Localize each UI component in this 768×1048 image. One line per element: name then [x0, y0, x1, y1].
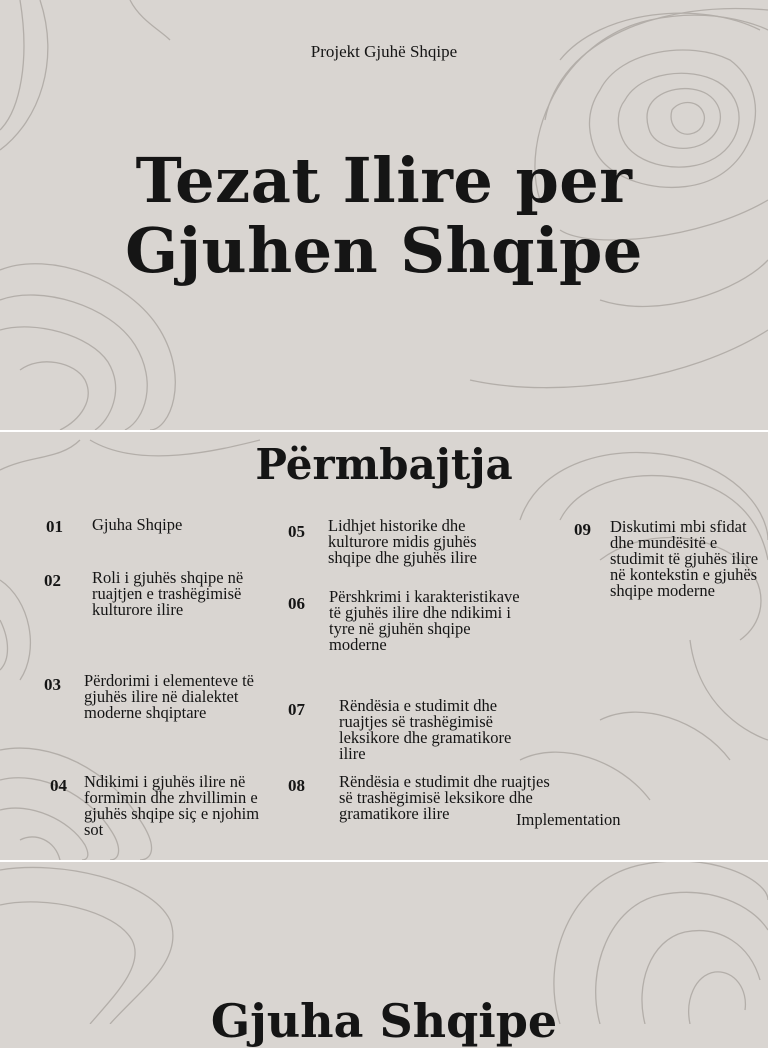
item-number: 05 [288, 522, 305, 541]
item-number: 03 [44, 675, 61, 694]
title-line-2: Gjuhen Shqipe [125, 214, 643, 287]
contents-heading: Përmbajtja [255, 440, 513, 489]
contents-item: Ndikimi i gjuhës ilire në formimin dhe zhvillimin e gjuhës shqipe siç e njohim sot [84, 772, 260, 839]
title-line-1: Tezat Ilire per [135, 144, 633, 217]
item-number: 09 [574, 520, 591, 539]
project-label: Projekt Gjuhë Shqipe [310, 42, 458, 61]
contents-item: Përdorimi i elementeve të gjuhës ilire në dialektet moderne shqiptare [84, 671, 254, 722]
contents-item: Gjuha Shqipe [92, 515, 183, 534]
contents-item: Përshkrimi i karakteristikave të gjuhës ilire dhe ndikimi i tyre në gjuhën shqipe moderne [329, 587, 520, 654]
item-number: 08 [288, 776, 305, 795]
next-slide-title: Gjuha Shqipe [210, 994, 558, 1048]
slide-divider [0, 430, 768, 432]
item-number: 04 [50, 776, 67, 795]
item-number: 07 [288, 700, 305, 719]
contents-item: Diskutimi mbi sfidat dhe mundësitë e studimit të gjuhës ilire në kontekstin e gjuhës shqipe moderne [610, 517, 759, 600]
contents-item: Rëndësia e studimit dhe ruajtjes së trashëgimisë leksikore dhe gramatikore ilire [339, 772, 550, 823]
contents-item: Roli i gjuhës shqipe në ruajtjen e trashëgimisë kulturore ilire [92, 568, 244, 619]
slide-divider [0, 860, 768, 862]
item-number: 02 [44, 571, 61, 590]
item-number: 01 [46, 517, 63, 536]
page-title [0, 146, 768, 286]
item-number: 06 [288, 594, 305, 613]
contents-item: Rëndësia e studimit dhe ruajtjes së trashëgimisë leksikore dhe gramatikore ilire [339, 696, 512, 763]
contents-item: Lidhjet historike dhe kulturore midis gjuhës shqipe dhe gjuhës ilire [328, 516, 477, 567]
overlay-label: Implementation [516, 810, 621, 829]
